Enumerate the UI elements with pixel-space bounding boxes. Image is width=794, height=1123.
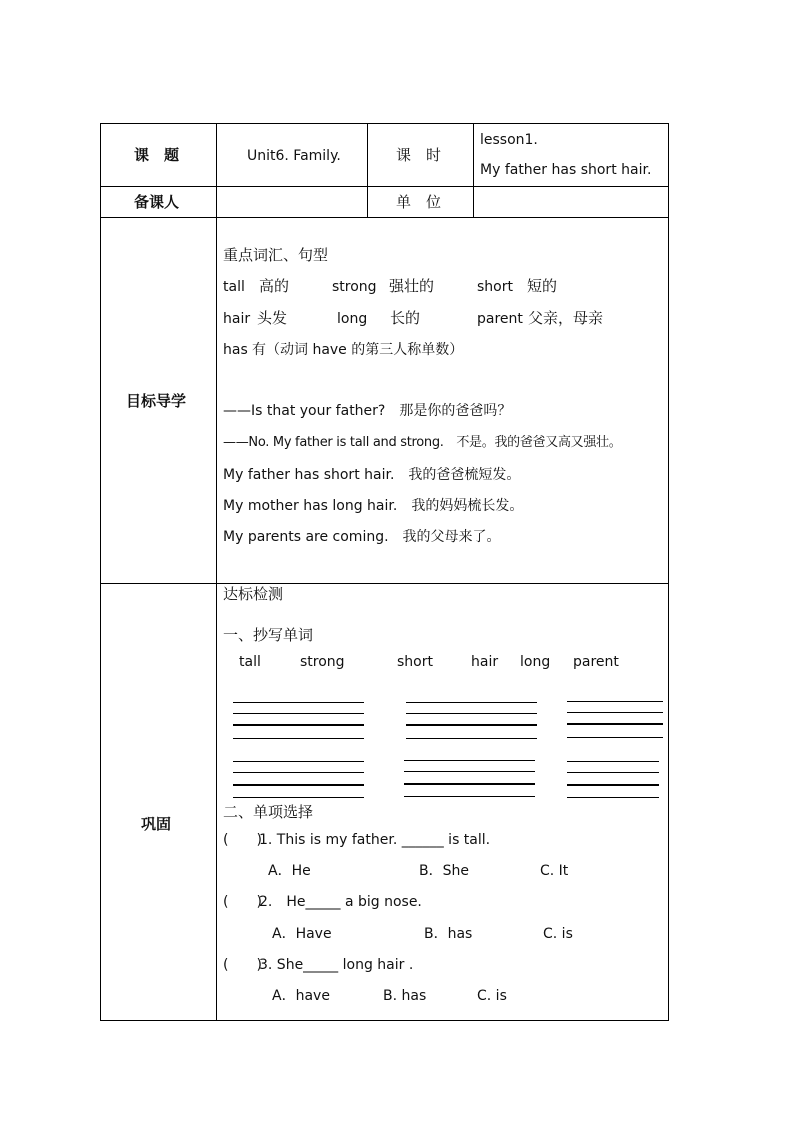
sentence: ——Is that your father? 那是你的爸爸吗？ <box>223 403 512 419</box>
option: B. has <box>383 988 427 1004</box>
goals-label: 目标导学 <box>126 392 187 410</box>
writing-line <box>233 761 364 762</box>
option: C. is <box>543 926 573 942</box>
writing-line <box>404 796 535 797</box>
vocab-en: strong <box>332 279 377 295</box>
writing-line <box>233 713 364 714</box>
goals-heading: 重点词汇、句型 <box>223 246 329 264</box>
question-text: 3. She_____ long hair . <box>259 957 414 973</box>
table-border-bottom <box>100 1020 669 1021</box>
writing-line <box>567 737 663 738</box>
lesson-line-2: My father has short hair. <box>480 162 652 178</box>
option: C. It <box>540 863 569 879</box>
copy-word: strong <box>300 654 345 670</box>
sentence: ——No. My father is tall and strong. 不是。我的爸爸又高又强壮。 <box>223 435 622 450</box>
topic-value: Unit6. Family. <box>247 148 341 164</box>
vocab-en: long <box>337 311 368 327</box>
unit-label: 单 位 <box>396 193 442 211</box>
row-divider-3 <box>100 583 669 584</box>
row-divider-1 <box>100 186 669 187</box>
question-text: 2. He_____ a big nose. <box>259 894 422 910</box>
copy-word: short <box>397 654 433 670</box>
writing-line <box>404 783 535 785</box>
writing-line <box>567 797 659 798</box>
col-divider-4 <box>473 123 474 218</box>
writing-line <box>406 702 537 703</box>
vocab-cn: 有（动词 have 的第三人称单数） <box>252 342 464 358</box>
vocab-en: has <box>223 342 248 358</box>
part1-title: 一、抄写单词 <box>223 626 314 644</box>
copy-word: hair <box>471 654 499 670</box>
table-border-left <box>100 123 101 1021</box>
copy-word: parent <box>573 654 619 670</box>
option: A．have <box>272 988 330 1004</box>
vocab-en: short <box>477 279 513 295</box>
lesson-line-1: lesson1. <box>480 132 538 148</box>
writing-line <box>406 713 537 714</box>
vocab-cn: 长的 <box>390 309 421 327</box>
part2-title: 二、单项选择 <box>223 803 314 821</box>
vocab-en: parent <box>477 311 523 327</box>
option: B．She <box>419 863 469 879</box>
vocab-cn: 短的 <box>527 277 558 295</box>
writing-line <box>233 724 364 726</box>
table-border-right <box>668 123 669 1021</box>
sentence: My parents are coming. 我的父母来了。 <box>223 529 501 545</box>
question-text: 1. This is my father. ______ is tall. <box>259 832 491 848</box>
copy-word: long <box>520 654 551 670</box>
vocab-cn: 父亲，母亲 <box>528 309 604 327</box>
writing-line <box>567 712 663 713</box>
answer-bracket: ( ) <box>223 894 262 910</box>
writing-line <box>406 738 537 739</box>
writing-line <box>233 772 364 773</box>
col-divider-main <box>216 123 217 1021</box>
vocab-en: tall <box>223 279 245 295</box>
writing-line <box>233 702 364 703</box>
writing-line <box>233 738 364 739</box>
vocab-cn: 高的 <box>259 277 290 295</box>
writing-line <box>567 784 659 786</box>
sentence: My mother has long hair. 我的妈妈梳长发。 <box>223 498 524 514</box>
table-border-top <box>100 123 669 124</box>
topic-label: 课 题 <box>134 146 180 164</box>
row-divider-2 <box>100 217 669 218</box>
writing-line <box>233 784 364 786</box>
period-label: 课 时 <box>396 146 442 164</box>
vocab-cn: 强壮的 <box>389 277 435 295</box>
option: C. is <box>477 988 507 1004</box>
option: A．Have <box>272 926 332 942</box>
writing-line <box>404 760 535 761</box>
col-divider-3 <box>367 123 368 218</box>
writing-line <box>567 701 663 702</box>
writing-line <box>567 772 659 773</box>
consolidate-label: 巩固 <box>141 815 172 833</box>
vocab-cn: 头发 <box>257 309 288 327</box>
copy-word: tall <box>239 654 261 670</box>
sentence: My father has short hair. 我的爸爸梳短发。 <box>223 467 521 483</box>
writing-line <box>406 724 537 726</box>
answer-bracket: ( ) <box>223 832 262 848</box>
vocab-en: hair <box>223 311 251 327</box>
writing-line <box>567 723 663 725</box>
writing-line <box>404 771 535 772</box>
answer-bracket: ( ) <box>223 957 262 973</box>
option: A．He <box>268 863 311 879</box>
writing-line <box>233 797 364 798</box>
option: B．has <box>424 926 473 942</box>
preparer-label: 备课人 <box>134 193 180 211</box>
consolidate-title: 达标检测 <box>223 585 284 603</box>
writing-line <box>567 761 659 762</box>
